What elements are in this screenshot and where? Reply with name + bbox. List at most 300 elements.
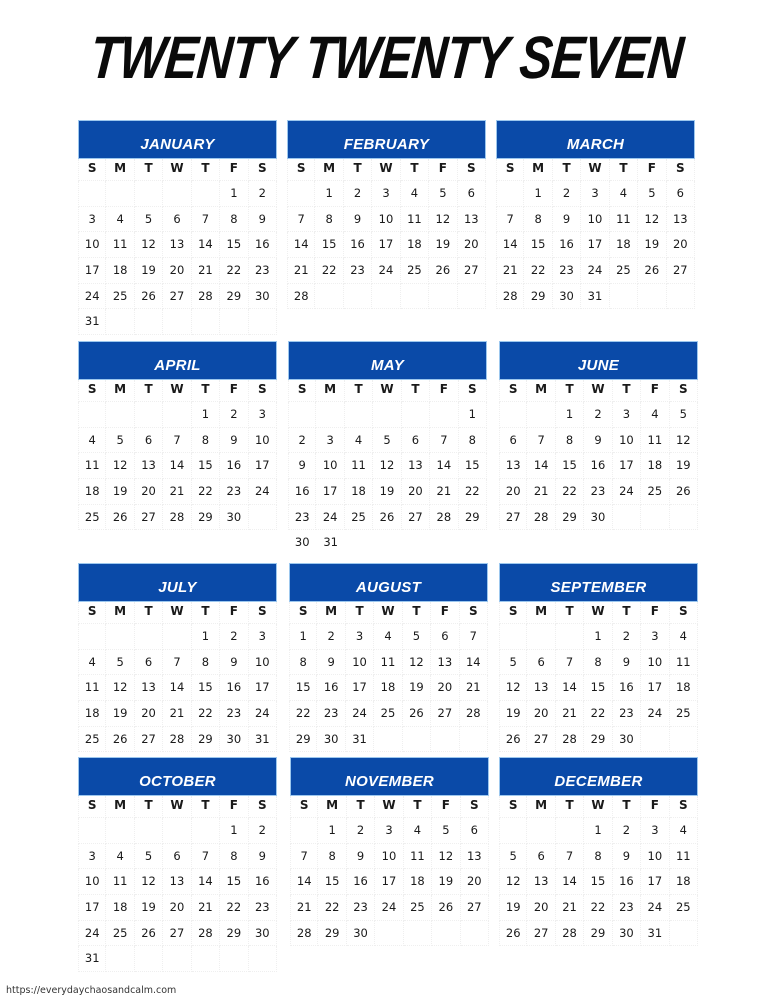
day-cell: 4 bbox=[610, 181, 638, 207]
day-cell: 29 bbox=[459, 505, 487, 531]
empty-cell bbox=[373, 530, 401, 556]
day-cell: 24 bbox=[346, 701, 374, 727]
day-cell: 17 bbox=[346, 675, 374, 701]
day-cell: 25 bbox=[610, 258, 638, 284]
weekday-header: F bbox=[220, 380, 248, 402]
day-cell: 15 bbox=[192, 453, 220, 479]
day-cell: 1 bbox=[459, 402, 487, 428]
empty-cell bbox=[402, 402, 430, 428]
day-cell: 27 bbox=[499, 505, 527, 531]
day-cell: 8 bbox=[584, 844, 612, 870]
day-cell: 29 bbox=[192, 505, 220, 531]
day-cell: 3 bbox=[372, 181, 400, 207]
empty-cell bbox=[163, 402, 191, 428]
day-cell: 7 bbox=[527, 428, 555, 454]
day-cell: 7 bbox=[163, 428, 191, 454]
day-cell: 9 bbox=[344, 207, 372, 233]
day-cell: 22 bbox=[192, 701, 220, 727]
day-cell: 3 bbox=[249, 402, 277, 428]
day-cell: 22 bbox=[459, 479, 487, 505]
day-cell: 28 bbox=[496, 284, 524, 310]
weekday-header: F bbox=[638, 159, 666, 181]
weekday-header: F bbox=[220, 602, 248, 624]
day-cell: 28 bbox=[430, 505, 458, 531]
month-march bbox=[496, 120, 695, 309]
day-cell: 28 bbox=[163, 505, 191, 531]
month-title: MAY bbox=[288, 341, 487, 380]
day-cell: 6 bbox=[527, 844, 555, 870]
day-cell: 13 bbox=[431, 650, 459, 676]
day-cell: 30 bbox=[220, 727, 248, 753]
day-cell: 23 bbox=[220, 479, 248, 505]
day-cell: 13 bbox=[135, 675, 163, 701]
empty-cell bbox=[401, 284, 429, 310]
day-cell: 13 bbox=[135, 453, 163, 479]
day-cell: 19 bbox=[135, 258, 163, 284]
day-cell: 27 bbox=[402, 505, 430, 531]
day-cell: 16 bbox=[344, 232, 372, 258]
weekday-header: S bbox=[249, 159, 277, 181]
empty-cell bbox=[527, 402, 555, 428]
day-cell: 16 bbox=[220, 675, 248, 701]
weekday-header: W bbox=[163, 159, 191, 181]
day-cell: 2 bbox=[613, 818, 641, 844]
day-cell: 20 bbox=[163, 258, 191, 284]
day-cell: 22 bbox=[584, 701, 612, 727]
day-cell: 22 bbox=[289, 701, 317, 727]
day-cell: 23 bbox=[613, 895, 641, 921]
day-cell: 13 bbox=[667, 207, 695, 233]
day-cell: 5 bbox=[429, 181, 457, 207]
day-cell: 3 bbox=[316, 428, 344, 454]
weekday-header: T bbox=[402, 380, 430, 402]
empty-cell bbox=[220, 946, 248, 972]
day-cell: 9 bbox=[347, 844, 375, 870]
day-cell: 6 bbox=[499, 428, 527, 454]
empty-cell bbox=[135, 181, 163, 207]
empty-cell bbox=[163, 624, 191, 650]
weekday-header: T bbox=[135, 380, 163, 402]
day-cell: 20 bbox=[667, 232, 695, 258]
day-cell: 30 bbox=[584, 505, 612, 531]
day-cell: 18 bbox=[404, 869, 432, 895]
day-cell: 30 bbox=[613, 921, 641, 947]
day-cell: 2 bbox=[220, 402, 248, 428]
day-grid bbox=[499, 602, 698, 752]
day-cell: 25 bbox=[106, 284, 134, 310]
day-cell: 15 bbox=[318, 869, 346, 895]
weekday-header: T bbox=[192, 159, 220, 181]
day-cell: 25 bbox=[641, 479, 669, 505]
day-cell: 19 bbox=[638, 232, 666, 258]
weekday-header: T bbox=[401, 159, 429, 181]
day-cell: 14 bbox=[287, 232, 315, 258]
day-cell: 23 bbox=[288, 505, 316, 531]
day-cell: 18 bbox=[345, 479, 373, 505]
day-cell: 7 bbox=[556, 844, 584, 870]
day-cell: 1 bbox=[524, 181, 552, 207]
day-cell: 8 bbox=[315, 207, 343, 233]
day-cell: 21 bbox=[192, 895, 220, 921]
empty-cell bbox=[430, 530, 458, 556]
day-cell: 21 bbox=[163, 479, 191, 505]
empty-cell bbox=[670, 727, 698, 753]
day-cell: 3 bbox=[641, 818, 669, 844]
weekday-header: M bbox=[106, 159, 134, 181]
day-cell: 4 bbox=[374, 624, 402, 650]
weekday-header: F bbox=[641, 796, 669, 818]
day-cell: 2 bbox=[553, 181, 581, 207]
day-cell: 10 bbox=[78, 869, 106, 895]
day-cell: 3 bbox=[78, 207, 106, 233]
day-cell: 6 bbox=[163, 207, 191, 233]
month-title: JANUARY bbox=[78, 120, 277, 159]
weekday-header: M bbox=[316, 380, 344, 402]
month-july bbox=[78, 563, 277, 752]
empty-cell bbox=[315, 284, 343, 310]
day-cell: 8 bbox=[318, 844, 346, 870]
day-cell: 14 bbox=[163, 675, 191, 701]
day-cell: 14 bbox=[192, 869, 220, 895]
day-grid bbox=[496, 159, 695, 309]
empty-cell bbox=[638, 284, 666, 310]
empty-cell bbox=[404, 921, 432, 947]
empty-cell bbox=[220, 309, 248, 335]
day-grid bbox=[78, 159, 277, 335]
day-cell: 18 bbox=[401, 232, 429, 258]
empty-cell bbox=[135, 624, 163, 650]
day-cell: 18 bbox=[78, 479, 106, 505]
day-cell: 19 bbox=[499, 895, 527, 921]
day-cell: 12 bbox=[403, 650, 431, 676]
day-cell: 16 bbox=[288, 479, 316, 505]
day-cell: 2 bbox=[584, 402, 612, 428]
weekday-header: S bbox=[460, 602, 488, 624]
day-cell: 5 bbox=[135, 207, 163, 233]
day-cell: 24 bbox=[375, 895, 403, 921]
day-cell: 23 bbox=[317, 701, 345, 727]
weekday-header: W bbox=[163, 796, 191, 818]
day-cell: 15 bbox=[220, 232, 248, 258]
day-cell: 21 bbox=[163, 701, 191, 727]
day-cell: 1 bbox=[318, 818, 346, 844]
empty-cell bbox=[78, 402, 106, 428]
weekday-header: W bbox=[373, 380, 401, 402]
empty-cell bbox=[499, 818, 527, 844]
weekday-header: M bbox=[315, 159, 343, 181]
day-cell: 10 bbox=[372, 207, 400, 233]
day-cell: 31 bbox=[249, 727, 277, 753]
day-cell: 25 bbox=[670, 895, 698, 921]
day-cell: 10 bbox=[641, 844, 669, 870]
month-september bbox=[499, 563, 698, 752]
day-cell: 1 bbox=[315, 181, 343, 207]
empty-cell bbox=[192, 946, 220, 972]
month-title: JULY bbox=[78, 563, 277, 602]
day-cell: 6 bbox=[527, 650, 555, 676]
day-cell: 17 bbox=[641, 675, 669, 701]
day-cell: 5 bbox=[638, 181, 666, 207]
day-cell: 10 bbox=[249, 428, 277, 454]
empty-cell bbox=[429, 284, 457, 310]
day-cell: 30 bbox=[347, 921, 375, 947]
day-cell: 31 bbox=[78, 946, 106, 972]
empty-cell bbox=[345, 530, 373, 556]
weekday-header: S bbox=[287, 159, 315, 181]
weekday-header: M bbox=[106, 380, 134, 402]
day-cell: 17 bbox=[316, 479, 344, 505]
day-cell: 22 bbox=[192, 479, 220, 505]
weekday-header: M bbox=[317, 602, 345, 624]
day-cell: 16 bbox=[584, 453, 612, 479]
day-cell: 9 bbox=[220, 650, 248, 676]
weekday-header: F bbox=[641, 602, 669, 624]
day-cell: 4 bbox=[106, 207, 134, 233]
day-cell: 1 bbox=[192, 402, 220, 428]
empty-cell bbox=[431, 727, 459, 753]
day-cell: 2 bbox=[220, 624, 248, 650]
day-cell: 14 bbox=[192, 232, 220, 258]
day-cell: 22 bbox=[524, 258, 552, 284]
weekday-header: T bbox=[135, 159, 163, 181]
day-cell: 5 bbox=[499, 844, 527, 870]
weekday-header: W bbox=[584, 796, 612, 818]
day-cell: 1 bbox=[220, 818, 248, 844]
day-cell: 21 bbox=[287, 258, 315, 284]
day-cell: 10 bbox=[613, 428, 641, 454]
day-cell: 1 bbox=[289, 624, 317, 650]
day-cell: 6 bbox=[461, 818, 489, 844]
day-cell: 29 bbox=[584, 921, 612, 947]
day-cell: 5 bbox=[670, 402, 698, 428]
day-cell: 4 bbox=[345, 428, 373, 454]
day-cell: 11 bbox=[345, 453, 373, 479]
day-cell: 15 bbox=[192, 675, 220, 701]
day-cell: 6 bbox=[431, 624, 459, 650]
day-cell: 29 bbox=[220, 921, 248, 947]
day-cell: 4 bbox=[641, 402, 669, 428]
day-cell: 24 bbox=[581, 258, 609, 284]
day-cell: 2 bbox=[249, 181, 277, 207]
empty-cell bbox=[106, 181, 134, 207]
day-grid bbox=[287, 159, 486, 309]
day-cell: 19 bbox=[403, 675, 431, 701]
day-cell: 18 bbox=[106, 895, 134, 921]
day-cell: 23 bbox=[249, 895, 277, 921]
weekday-header: M bbox=[318, 796, 346, 818]
day-cell: 8 bbox=[220, 844, 248, 870]
day-cell: 8 bbox=[459, 428, 487, 454]
day-cell: 29 bbox=[220, 284, 248, 310]
day-cell: 12 bbox=[135, 869, 163, 895]
day-cell: 7 bbox=[287, 207, 315, 233]
day-cell: 22 bbox=[556, 479, 584, 505]
day-cell: 24 bbox=[249, 701, 277, 727]
weekday-header: T bbox=[346, 602, 374, 624]
month-title: DECEMBER bbox=[499, 757, 698, 796]
day-cell: 1 bbox=[220, 181, 248, 207]
day-cell: 30 bbox=[317, 727, 345, 753]
empty-cell bbox=[344, 284, 372, 310]
month-title: MARCH bbox=[496, 120, 695, 159]
weekday-header: T bbox=[192, 796, 220, 818]
weekday-header: T bbox=[403, 602, 431, 624]
day-cell: 12 bbox=[373, 453, 401, 479]
empty-cell bbox=[135, 946, 163, 972]
day-cell: 15 bbox=[524, 232, 552, 258]
day-cell: 14 bbox=[290, 869, 318, 895]
weekday-header: T bbox=[192, 380, 220, 402]
weekday-header: S bbox=[496, 159, 524, 181]
day-cell: 30 bbox=[249, 921, 277, 947]
day-cell: 3 bbox=[641, 624, 669, 650]
day-cell: 28 bbox=[192, 284, 220, 310]
weekday-header: S bbox=[499, 602, 527, 624]
empty-cell bbox=[135, 818, 163, 844]
empty-cell bbox=[373, 402, 401, 428]
day-cell: 24 bbox=[613, 479, 641, 505]
day-cell: 27 bbox=[163, 284, 191, 310]
weekday-header: W bbox=[372, 159, 400, 181]
day-cell: 19 bbox=[670, 453, 698, 479]
day-cell: 11 bbox=[401, 207, 429, 233]
day-cell: 25 bbox=[670, 701, 698, 727]
weekday-header: W bbox=[584, 380, 612, 402]
weekday-header: T bbox=[345, 380, 373, 402]
weekday-header: F bbox=[431, 602, 459, 624]
day-cell: 23 bbox=[220, 701, 248, 727]
day-cell: 31 bbox=[78, 309, 106, 335]
day-cell: 24 bbox=[316, 505, 344, 531]
month-november bbox=[290, 757, 489, 946]
empty-cell bbox=[527, 624, 555, 650]
day-cell: 17 bbox=[581, 232, 609, 258]
day-cell: 30 bbox=[553, 284, 581, 310]
weekday-header: T bbox=[135, 796, 163, 818]
day-cell: 27 bbox=[527, 921, 555, 947]
weekday-header: T bbox=[404, 796, 432, 818]
day-cell: 20 bbox=[499, 479, 527, 505]
day-cell: 22 bbox=[315, 258, 343, 284]
empty-cell bbox=[290, 818, 318, 844]
month-january bbox=[78, 120, 277, 335]
day-cell: 31 bbox=[641, 921, 669, 947]
day-cell: 10 bbox=[316, 453, 344, 479]
day-cell: 7 bbox=[290, 844, 318, 870]
day-cell: 5 bbox=[403, 624, 431, 650]
day-cell: 24 bbox=[78, 284, 106, 310]
day-cell: 12 bbox=[106, 453, 134, 479]
month-title: APRIL bbox=[78, 341, 277, 380]
day-cell: 29 bbox=[584, 727, 612, 753]
day-cell: 12 bbox=[135, 232, 163, 258]
day-cell: 21 bbox=[496, 258, 524, 284]
day-cell: 3 bbox=[613, 402, 641, 428]
month-title: SEPTEMBER bbox=[499, 563, 698, 602]
month-february bbox=[287, 120, 486, 309]
day-cell: 10 bbox=[346, 650, 374, 676]
weekday-header: S bbox=[667, 159, 695, 181]
day-cell: 30 bbox=[249, 284, 277, 310]
empty-cell bbox=[403, 727, 431, 753]
weekday-header: S bbox=[78, 159, 106, 181]
empty-cell bbox=[613, 505, 641, 531]
empty-cell bbox=[374, 727, 402, 753]
weekday-header: W bbox=[163, 380, 191, 402]
day-cell: 9 bbox=[220, 428, 248, 454]
day-cell: 14 bbox=[556, 675, 584, 701]
weekday-header: W bbox=[584, 602, 612, 624]
weekday-header: T bbox=[613, 380, 641, 402]
weekday-header: T bbox=[556, 602, 584, 624]
footer-url[interactable]: https://everydaychaosandcalm.com bbox=[6, 985, 177, 996]
empty-cell bbox=[670, 921, 698, 947]
day-cell: 14 bbox=[496, 232, 524, 258]
weekday-header: T bbox=[556, 380, 584, 402]
day-cell: 11 bbox=[374, 650, 402, 676]
day-cell: 1 bbox=[584, 818, 612, 844]
day-cell: 5 bbox=[106, 650, 134, 676]
day-cell: 11 bbox=[78, 675, 106, 701]
day-cell: 5 bbox=[499, 650, 527, 676]
day-cell: 17 bbox=[78, 258, 106, 284]
day-cell: 8 bbox=[524, 207, 552, 233]
empty-cell bbox=[78, 624, 106, 650]
day-cell: 6 bbox=[402, 428, 430, 454]
day-cell: 27 bbox=[431, 701, 459, 727]
empty-cell bbox=[461, 921, 489, 947]
day-cell: 23 bbox=[613, 701, 641, 727]
day-cell: 18 bbox=[670, 675, 698, 701]
day-cell: 5 bbox=[373, 428, 401, 454]
day-cell: 11 bbox=[670, 650, 698, 676]
day-cell: 19 bbox=[373, 479, 401, 505]
day-cell: 13 bbox=[461, 844, 489, 870]
weekday-header: T bbox=[344, 159, 372, 181]
day-cell: 27 bbox=[163, 921, 191, 947]
day-cell: 21 bbox=[430, 479, 458, 505]
day-cell: 4 bbox=[404, 818, 432, 844]
day-cell: 26 bbox=[106, 505, 134, 531]
day-cell: 4 bbox=[670, 624, 698, 650]
day-cell: 21 bbox=[290, 895, 318, 921]
empty-cell bbox=[316, 402, 344, 428]
day-cell: 1 bbox=[556, 402, 584, 428]
day-cell: 19 bbox=[429, 232, 457, 258]
day-cell: 16 bbox=[553, 232, 581, 258]
day-cell: 16 bbox=[347, 869, 375, 895]
day-cell: 15 bbox=[584, 675, 612, 701]
day-cell: 28 bbox=[556, 727, 584, 753]
day-cell: 22 bbox=[318, 895, 346, 921]
day-cell: 2 bbox=[344, 181, 372, 207]
day-grid bbox=[288, 380, 487, 556]
weekday-header: T bbox=[613, 602, 641, 624]
day-cell: 3 bbox=[346, 624, 374, 650]
empty-cell bbox=[499, 624, 527, 650]
day-cell: 23 bbox=[553, 258, 581, 284]
day-cell: 23 bbox=[344, 258, 372, 284]
day-cell: 20 bbox=[431, 675, 459, 701]
day-cell: 25 bbox=[374, 701, 402, 727]
empty-cell bbox=[106, 402, 134, 428]
day-cell: 26 bbox=[499, 921, 527, 947]
day-cell: 21 bbox=[527, 479, 555, 505]
weekday-header: F bbox=[429, 159, 457, 181]
day-cell: 11 bbox=[641, 428, 669, 454]
day-cell: 12 bbox=[432, 844, 460, 870]
empty-cell bbox=[192, 818, 220, 844]
